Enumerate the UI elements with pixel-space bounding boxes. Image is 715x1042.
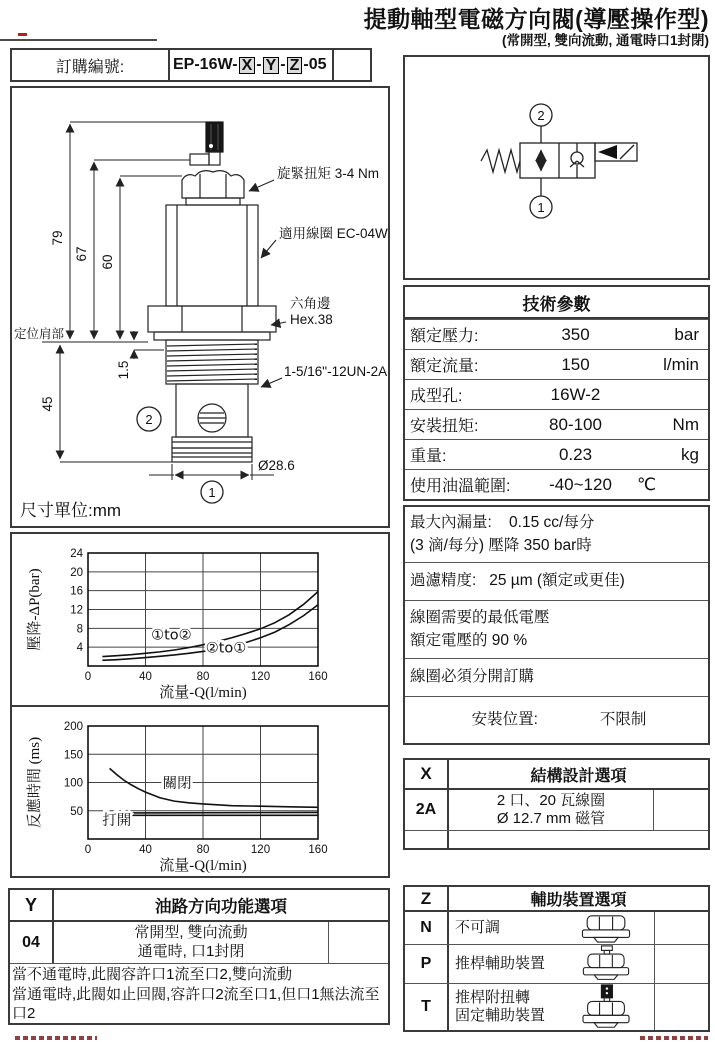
z-option-row-t [405, 983, 708, 1030]
note-line: 過濾精度: 25 µm (額定或更佳) [410, 572, 625, 590]
tech-label: 額定流量: [410, 358, 479, 375]
y-option-code: 04 [10, 922, 54, 963]
ordering-code [168, 50, 334, 80]
hex-label-en: Hex.38 [290, 312, 333, 327]
mounting-value: 不限制 [599, 710, 647, 728]
tech-notes-table [403, 505, 710, 745]
z-table-header [405, 887, 708, 910]
footer-fragment-right [640, 1036, 708, 1040]
tech-row-pressure [405, 319, 708, 349]
dim-67: 67 [74, 246, 89, 262]
x-empty-desc-cell [449, 831, 708, 848]
ordering-suffix: -05 [303, 56, 327, 73]
page-subtitle: (常開型, 雙向流動, 通電時口1封閉) [501, 33, 709, 48]
tech-value: 350 [561, 324, 590, 344]
x-table-empty-row [405, 830, 708, 848]
z-empty-cell [654, 984, 708, 1030]
page-title: 提動軸型電磁方向閥(導壓操作型) [363, 6, 709, 32]
hex-label-cn: 六角邊 [290, 296, 331, 311]
dim-45: 45 [40, 396, 55, 412]
note-line: 線圈必須分開訂購 [410, 668, 535, 686]
symbol-port-2: 2 [537, 108, 545, 123]
y-option-desc [54, 922, 328, 963]
z-options-table [403, 885, 710, 1032]
dim-1-5: 1.5 [116, 360, 131, 380]
shoulder-label: 定位肩部 [14, 327, 65, 341]
z-option-code-p: P [405, 945, 449, 983]
svg-text:流量-Q(l/min): 流量-Q(l/min) [159, 858, 247, 874]
y-note-2: 當通電時,此閥如止回閥,容許口2流至口1,但口1無法流至口2 [12, 985, 380, 1022]
z-option-code-n: N [405, 912, 449, 944]
note-mounting [405, 696, 708, 743]
note-coil-separate [405, 658, 708, 696]
tech-value: -40~120 [549, 474, 612, 494]
y-option-empty-cell [328, 922, 388, 963]
svg-text:50: 50 [70, 805, 83, 818]
x-option-code: 2A [405, 790, 449, 830]
svg-text:4: 4 [76, 642, 83, 655]
red-mark [18, 33, 27, 36]
dim-60: 60 [100, 254, 115, 270]
note-line: 線圈需要的最低電壓 [410, 609, 550, 627]
port-2-marker [137, 407, 161, 431]
svg-text:2: 2 [145, 412, 153, 427]
ordering-label: 訂購編號: [55, 58, 125, 76]
z-option-desc-t-line1: 推桿附扭轉 [455, 989, 531, 1006]
svg-text:①to②: ①to② [151, 627, 192, 644]
ordering-box [10, 48, 372, 82]
y-option-row-04 [10, 920, 388, 963]
z-empty-cell [654, 945, 708, 983]
svg-text:8: 8 [76, 623, 83, 636]
ordering-prefix: EP-16W- [173, 56, 238, 73]
tech-params-table [403, 285, 710, 501]
y-table-notes [10, 963, 388, 1025]
x-option-desc-line2: Ø 12.7 mm 磁管 [496, 810, 606, 827]
svg-text:200: 200 [63, 721, 83, 733]
tech-label: 成型孔: [410, 388, 463, 405]
z-option-row-n [405, 910, 708, 944]
svg-text:16: 16 [70, 585, 83, 598]
svg-text:160: 160 [308, 844, 328, 856]
tech-row-temp [405, 469, 708, 499]
x-option-desc-line1: 2 口、20 瓦線圈 [496, 791, 606, 809]
svg-text:1: 1 [208, 485, 216, 500]
svg-text:流量-Q(l/min): 流量-Q(l/min) [159, 685, 247, 701]
hydraulic-symbol-box [403, 55, 710, 280]
svg-text:40: 40 [139, 844, 152, 856]
svg-text:150: 150 [63, 749, 83, 762]
torque-label: 旋緊扭矩 3-4 Nm [277, 166, 380, 181]
y-option-desc-line2: 通電時, 口1封閉 [137, 942, 245, 960]
svg-text:0: 0 [84, 671, 92, 683]
svg-text:100: 100 [63, 777, 83, 790]
z-option-desc-n: 不可調 [455, 919, 501, 936]
hydraulic-symbol [405, 57, 708, 278]
note-line: (3 滴/每分) 壓降 350 bar時 [410, 536, 592, 554]
x-option-empty-cell [653, 790, 708, 830]
tech-unit: l/min [663, 354, 699, 374]
z-option-desc-t [449, 984, 558, 1030]
coil-nut-pin-icon [558, 945, 654, 983]
z-code-header: Z [405, 887, 449, 910]
x-table-title: 結構設計選項 [530, 767, 627, 785]
z-option-desc-p: 推桿輔助裝置 [455, 955, 546, 972]
z-table-title: 輔助裝置選項 [530, 892, 627, 909]
tech-label: 額定壓力: [410, 328, 479, 345]
tech-label: 安裝扭矩: [410, 418, 479, 435]
ordering-option-y: Y [263, 57, 280, 74]
svg-text:24: 24 [70, 548, 83, 560]
valve-drawing [12, 88, 388, 526]
svg-text:80: 80 [196, 844, 210, 856]
x-code-header: X [405, 760, 449, 788]
note-leakage [405, 507, 708, 562]
ordering-option-x: X [239, 57, 256, 74]
tech-label: 重量: [410, 448, 447, 465]
x-option-row-2a [405, 788, 708, 830]
z-option-code-t: T [405, 984, 449, 1030]
port-1-marker [201, 481, 223, 503]
tech-label: 使用油溫範圍: [410, 478, 511, 495]
tech-value: 150 [561, 354, 590, 374]
symbol-port-1: 1 [537, 200, 545, 215]
x-option-desc [449, 790, 653, 830]
y-options-table [8, 888, 390, 1025]
tech-unit: kg [681, 444, 699, 464]
unit-note: 尺寸單位:mm [20, 501, 122, 520]
coil-nut-icon [558, 912, 654, 944]
svg-text:12: 12 [70, 604, 83, 617]
tech-unit: bar [674, 324, 699, 344]
svg-text:關閉: 關閉 [162, 776, 192, 793]
mounting-label: 安裝位置: [471, 710, 538, 728]
coil-label: 適用線圈 EC-04W [279, 226, 388, 241]
x-options-table [403, 758, 710, 850]
svg-text:0: 0 [84, 844, 92, 856]
tech-params-title: 技術參數 [405, 287, 708, 319]
z-option-desc-t-line2: 固定輔助裝置 [455, 1007, 546, 1024]
svg-text:打開: 打開 [102, 812, 132, 829]
thread-label: 1-5/16"-12UN-2A [284, 364, 388, 379]
dim-79: 79 [50, 230, 65, 246]
note-filtration [405, 562, 708, 600]
tech-value: 80-100 [549, 414, 602, 434]
svg-text:120: 120 [250, 671, 271, 683]
footer-fragment-left [15, 1036, 97, 1040]
top-rule [0, 39, 157, 41]
note-line: 最大內漏量: 0.15 cc/每分 [410, 514, 595, 532]
dim-diameter: Ø28.6 [258, 458, 295, 473]
technical-drawing-box [10, 86, 390, 528]
valve-body-outline [148, 122, 276, 462]
svg-text:反應時間 (ms): 反應時間 (ms) [27, 736, 43, 829]
ordering-dash1: - [256, 56, 262, 73]
tech-value: 0.23 [558, 444, 593, 464]
response-time-chart [12, 707, 388, 876]
y-code-header: Y [10, 890, 54, 920]
svg-text:20: 20 [70, 566, 83, 579]
svg-text:壓降-ΔP(bar): 壓降-ΔP(bar) [27, 568, 43, 651]
svg-text:80: 80 [196, 671, 210, 683]
pressure-drop-chart [12, 534, 388, 705]
y-table-title: 油路方向功能選項 [155, 898, 287, 916]
svg-text:120: 120 [250, 844, 271, 856]
tech-value: 16W-2 [550, 384, 601, 404]
tech-row-flow [405, 349, 708, 379]
z-option-row-p [405, 944, 708, 983]
tech-row-torque [405, 409, 708, 439]
svg-text:40: 40 [139, 671, 152, 683]
y-note-1: 當不通電時,此閥容許口1流至口2,雙向流動 [12, 966, 293, 983]
ordering-option-z: Z [287, 57, 303, 74]
tech-row-weight [405, 439, 708, 469]
z-empty-cell [654, 912, 708, 944]
coil-nut-knob-icon [558, 984, 654, 1030]
x-empty-code-cell [405, 831, 449, 848]
ordering-empty-cell [334, 50, 370, 80]
svg-text:160: 160 [308, 671, 328, 683]
svg-text:②to①: ②to① [205, 640, 247, 657]
leader-lines [249, 180, 286, 387]
ordering-dash2: - [280, 56, 286, 73]
note-line: 額定電壓的 90 % [410, 631, 528, 649]
y-table-header [10, 890, 388, 920]
y-option-desc-line1: 常開型, 雙向流動 [134, 924, 248, 942]
tech-unit: Nm [672, 414, 699, 434]
note-min-voltage [405, 600, 708, 658]
x-table-header [405, 760, 708, 788]
tech-unit: ℃ [637, 474, 657, 494]
tech-row-cavity [405, 379, 708, 409]
charts-box [10, 532, 390, 878]
